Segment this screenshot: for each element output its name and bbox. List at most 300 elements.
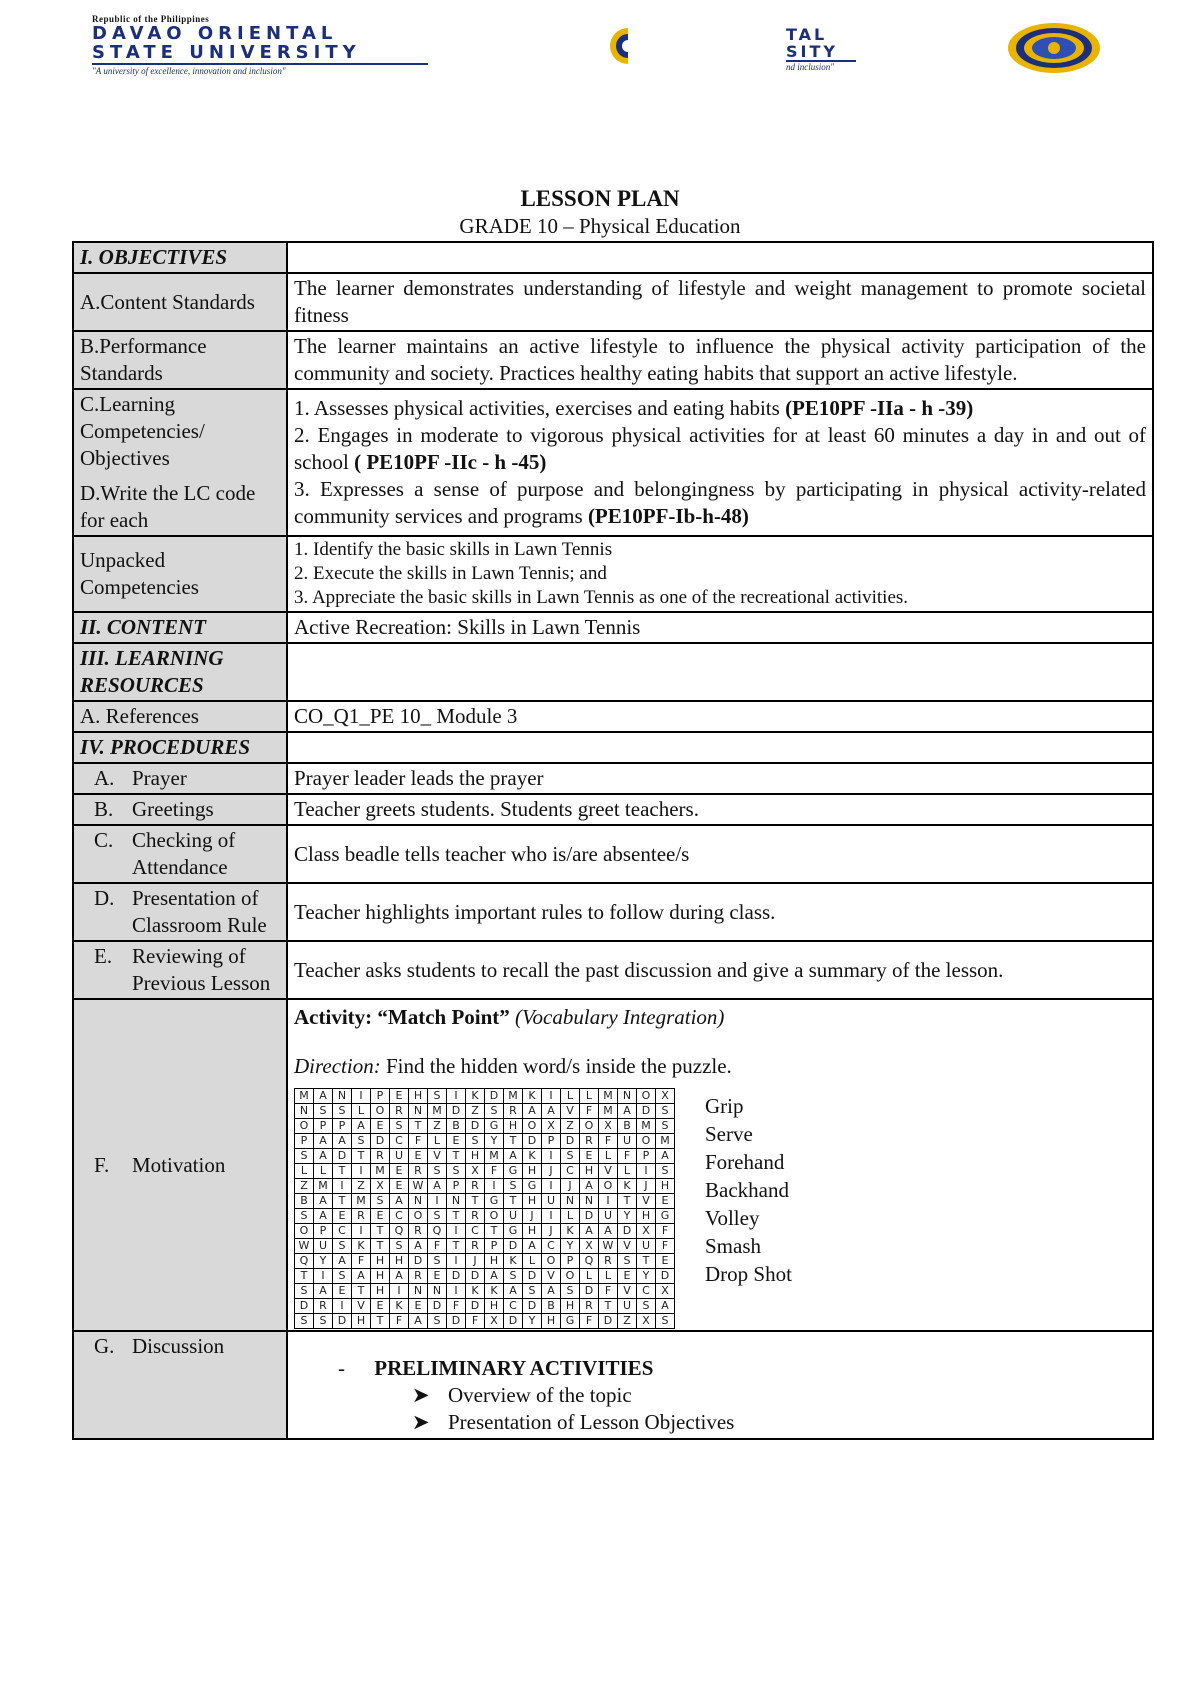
- puzzle-cell[interactable]: K: [485, 1284, 504, 1299]
- puzzle-cell[interactable]: F: [428, 1239, 447, 1254]
- puzzle-cell[interactable]: V: [618, 1284, 637, 1299]
- puzzle-cell[interactable]: E: [371, 1119, 390, 1134]
- puzzle-cell[interactable]: X: [485, 1314, 504, 1329]
- puzzle-cell[interactable]: T: [618, 1194, 637, 1209]
- puzzle-cell[interactable]: S: [295, 1284, 314, 1299]
- puzzle-cell[interactable]: H: [523, 1164, 542, 1179]
- puzzle-cell[interactable]: R: [409, 1269, 428, 1284]
- puzzle-cell[interactable]: D: [466, 1119, 485, 1134]
- puzzle-cell[interactable]: I: [352, 1224, 371, 1239]
- puzzle-cell[interactable]: O: [409, 1209, 428, 1224]
- puzzle-cell[interactable]: R: [504, 1104, 523, 1119]
- puzzle-cell[interactable]: M: [428, 1104, 447, 1119]
- puzzle-cell[interactable]: W: [599, 1239, 618, 1254]
- puzzle-cell[interactable]: E: [447, 1134, 466, 1149]
- puzzle-cell[interactable]: R: [409, 1164, 428, 1179]
- puzzle-cell[interactable]: N: [580, 1194, 599, 1209]
- puzzle-cell[interactable]: O: [295, 1119, 314, 1134]
- puzzle-cell[interactable]: A: [523, 1104, 542, 1119]
- puzzle-cell[interactable]: I: [542, 1089, 561, 1104]
- puzzle-cell[interactable]: R: [580, 1299, 599, 1314]
- puzzle-cell[interactable]: N: [409, 1284, 428, 1299]
- puzzle-cell[interactable]: P: [561, 1254, 580, 1269]
- puzzle-cell[interactable]: F: [599, 1134, 618, 1149]
- puzzle-cell[interactable]: T: [352, 1284, 371, 1299]
- puzzle-cell[interactable]: F: [352, 1254, 371, 1269]
- puzzle-cell[interactable]: K: [352, 1239, 371, 1254]
- puzzle-cell[interactable]: I: [314, 1269, 333, 1284]
- puzzle-cell[interactable]: R: [466, 1209, 485, 1224]
- puzzle-cell[interactable]: T: [504, 1194, 523, 1209]
- puzzle-cell[interactable]: R: [314, 1299, 333, 1314]
- puzzle-cell[interactable]: S: [428, 1254, 447, 1269]
- puzzle-cell[interactable]: P: [314, 1119, 333, 1134]
- puzzle-cell[interactable]: V: [618, 1239, 637, 1254]
- puzzle-cell[interactable]: U: [504, 1209, 523, 1224]
- puzzle-cell[interactable]: E: [409, 1299, 428, 1314]
- puzzle-cell[interactable]: A: [390, 1269, 409, 1284]
- puzzle-cell[interactable]: H: [637, 1209, 656, 1224]
- puzzle-cell[interactable]: N: [447, 1194, 466, 1209]
- puzzle-cell[interactable]: P: [295, 1134, 314, 1149]
- puzzle-cell[interactable]: L: [618, 1164, 637, 1179]
- puzzle-cell[interactable]: V: [599, 1164, 618, 1179]
- puzzle-cell[interactable]: U: [599, 1209, 618, 1224]
- puzzle-cell[interactable]: F: [618, 1149, 637, 1164]
- puzzle-cell[interactable]: S: [618, 1254, 637, 1269]
- puzzle-cell[interactable]: S: [447, 1164, 466, 1179]
- puzzle-cell[interactable]: M: [599, 1104, 618, 1119]
- puzzle-cell[interactable]: M: [371, 1164, 390, 1179]
- puzzle-cell[interactable]: O: [637, 1089, 656, 1104]
- puzzle-cell[interactable]: T: [371, 1224, 390, 1239]
- puzzle-cell[interactable]: E: [656, 1194, 675, 1209]
- puzzle-cell[interactable]: J: [542, 1164, 561, 1179]
- puzzle-cell[interactable]: S: [504, 1269, 523, 1284]
- puzzle-cell[interactable]: D: [637, 1104, 656, 1119]
- puzzle-cell[interactable]: Y: [523, 1314, 542, 1329]
- puzzle-cell[interactable]: C: [504, 1299, 523, 1314]
- puzzle-cell[interactable]: T: [466, 1194, 485, 1209]
- puzzle-cell[interactable]: S: [295, 1314, 314, 1329]
- puzzle-cell[interactable]: H: [523, 1194, 542, 1209]
- puzzle-cell[interactable]: S: [314, 1314, 333, 1329]
- puzzle-cell[interactable]: L: [314, 1164, 333, 1179]
- puzzle-cell[interactable]: A: [314, 1089, 333, 1104]
- puzzle-cell[interactable]: H: [485, 1254, 504, 1269]
- puzzle-cell[interactable]: I: [447, 1284, 466, 1299]
- puzzle-cell[interactable]: E: [333, 1209, 352, 1224]
- puzzle-cell[interactable]: D: [371, 1134, 390, 1149]
- puzzle-cell[interactable]: U: [618, 1299, 637, 1314]
- puzzle-cell[interactable]: Y: [618, 1209, 637, 1224]
- puzzle-cell[interactable]: U: [637, 1239, 656, 1254]
- puzzle-cell[interactable]: U: [542, 1194, 561, 1209]
- puzzle-cell[interactable]: S: [656, 1104, 675, 1119]
- puzzle-cell[interactable]: J: [561, 1179, 580, 1194]
- puzzle-cell[interactable]: I: [599, 1194, 618, 1209]
- puzzle-cell[interactable]: T: [447, 1239, 466, 1254]
- puzzle-cell[interactable]: D: [333, 1149, 352, 1164]
- puzzle-cell[interactable]: A: [523, 1239, 542, 1254]
- puzzle-cell[interactable]: H: [656, 1179, 675, 1194]
- puzzle-cell[interactable]: X: [637, 1314, 656, 1329]
- puzzle-cell[interactable]: L: [580, 1089, 599, 1104]
- puzzle-cell[interactable]: M: [352, 1194, 371, 1209]
- puzzle-cell[interactable]: P: [371, 1089, 390, 1104]
- puzzle-cell[interactable]: S: [656, 1119, 675, 1134]
- puzzle-cell[interactable]: O: [542, 1254, 561, 1269]
- puzzle-cell[interactable]: H: [371, 1269, 390, 1284]
- puzzle-cell[interactable]: T: [447, 1149, 466, 1164]
- puzzle-cell[interactable]: S: [561, 1284, 580, 1299]
- puzzle-cell[interactable]: R: [352, 1209, 371, 1224]
- puzzle-cell[interactable]: E: [333, 1284, 352, 1299]
- puzzle-cell[interactable]: D: [485, 1089, 504, 1104]
- puzzle-cell[interactable]: I: [485, 1179, 504, 1194]
- puzzle-cell[interactable]: Y: [485, 1134, 504, 1149]
- puzzle-cell[interactable]: N: [561, 1194, 580, 1209]
- puzzle-cell[interactable]: I: [333, 1299, 352, 1314]
- puzzle-cell[interactable]: D: [447, 1104, 466, 1119]
- puzzle-cell[interactable]: O: [580, 1119, 599, 1134]
- puzzle-cell[interactable]: D: [561, 1134, 580, 1149]
- puzzle-cell[interactable]: O: [637, 1134, 656, 1149]
- puzzle-cell[interactable]: D: [447, 1314, 466, 1329]
- puzzle-cell[interactable]: I: [637, 1164, 656, 1179]
- puzzle-cell[interactable]: A: [580, 1224, 599, 1239]
- puzzle-cell[interactable]: M: [656, 1134, 675, 1149]
- puzzle-cell[interactable]: X: [656, 1284, 675, 1299]
- puzzle-cell[interactable]: F: [599, 1284, 618, 1299]
- puzzle-cell[interactable]: F: [485, 1164, 504, 1179]
- puzzle-cell[interactable]: S: [390, 1239, 409, 1254]
- puzzle-cell[interactable]: A: [352, 1269, 371, 1284]
- puzzle-cell[interactable]: C: [390, 1209, 409, 1224]
- puzzle-cell[interactable]: I: [333, 1179, 352, 1194]
- puzzle-cell[interactable]: L: [599, 1149, 618, 1164]
- puzzle-cell[interactable]: H: [352, 1314, 371, 1329]
- puzzle-cell[interactable]: M: [504, 1089, 523, 1104]
- puzzle-cell[interactable]: L: [352, 1104, 371, 1119]
- puzzle-cell[interactable]: S: [466, 1134, 485, 1149]
- puzzle-cell[interactable]: K: [466, 1284, 485, 1299]
- puzzle-cell[interactable]: H: [561, 1299, 580, 1314]
- puzzle-cell[interactable]: L: [523, 1254, 542, 1269]
- puzzle-cell[interactable]: R: [371, 1149, 390, 1164]
- puzzle-cell[interactable]: E: [371, 1299, 390, 1314]
- puzzle-cell[interactable]: K: [618, 1179, 637, 1194]
- puzzle-cell[interactable]: B: [447, 1119, 466, 1134]
- puzzle-cell[interactable]: V: [637, 1194, 656, 1209]
- puzzle-cell[interactable]: W: [295, 1239, 314, 1254]
- puzzle-cell[interactable]: R: [580, 1134, 599, 1149]
- puzzle-cell[interactable]: B: [295, 1194, 314, 1209]
- puzzle-cell[interactable]: T: [352, 1149, 371, 1164]
- puzzle-cell[interactable]: H: [504, 1119, 523, 1134]
- puzzle-cell[interactable]: T: [333, 1194, 352, 1209]
- puzzle-cell[interactable]: I: [542, 1149, 561, 1164]
- puzzle-cell[interactable]: X: [371, 1179, 390, 1194]
- puzzle-cell[interactable]: S: [428, 1089, 447, 1104]
- puzzle-cell[interactable]: E: [390, 1179, 409, 1194]
- puzzle-cell[interactable]: S: [504, 1179, 523, 1194]
- puzzle-cell[interactable]: N: [333, 1089, 352, 1104]
- puzzle-cell[interactable]: S: [295, 1209, 314, 1224]
- puzzle-cell[interactable]: T: [371, 1314, 390, 1329]
- puzzle-cell[interactable]: E: [580, 1149, 599, 1164]
- puzzle-cell[interactable]: A: [314, 1194, 333, 1209]
- puzzle-cell[interactable]: H: [371, 1284, 390, 1299]
- puzzle-cell[interactable]: E: [618, 1269, 637, 1284]
- puzzle-cell[interactable]: S: [485, 1104, 504, 1119]
- puzzle-cell[interactable]: G: [504, 1224, 523, 1239]
- puzzle-cell[interactable]: F: [656, 1224, 675, 1239]
- puzzle-cell[interactable]: D: [523, 1299, 542, 1314]
- puzzle-cell[interactable]: L: [599, 1269, 618, 1284]
- puzzle-cell[interactable]: N: [409, 1104, 428, 1119]
- puzzle-cell[interactable]: X: [599, 1119, 618, 1134]
- puzzle-cell[interactable]: T: [371, 1239, 390, 1254]
- puzzle-cell[interactable]: C: [333, 1224, 352, 1239]
- puzzle-cell[interactable]: B: [542, 1299, 561, 1314]
- puzzle-cell[interactable]: A: [314, 1209, 333, 1224]
- puzzle-cell[interactable]: M: [599, 1089, 618, 1104]
- puzzle-cell[interactable]: F: [580, 1104, 599, 1119]
- puzzle-cell[interactable]: I: [428, 1194, 447, 1209]
- puzzle-cell[interactable]: S: [314, 1104, 333, 1119]
- puzzle-cell[interactable]: W: [409, 1179, 428, 1194]
- puzzle-cell[interactable]: G: [485, 1119, 504, 1134]
- puzzle-cell[interactable]: A: [390, 1194, 409, 1209]
- puzzle-cell[interactable]: V: [561, 1104, 580, 1119]
- puzzle-cell[interactable]: Z: [466, 1104, 485, 1119]
- puzzle-cell[interactable]: N: [409, 1194, 428, 1209]
- puzzle-cell[interactable]: I: [352, 1089, 371, 1104]
- puzzle-cell[interactable]: A: [599, 1224, 618, 1239]
- puzzle-cell[interactable]: X: [637, 1224, 656, 1239]
- puzzle-cell[interactable]: E: [409, 1149, 428, 1164]
- puzzle-cell[interactable]: I: [352, 1164, 371, 1179]
- puzzle-cell[interactable]: U: [618, 1134, 637, 1149]
- puzzle-cell[interactable]: D: [428, 1299, 447, 1314]
- puzzle-cell[interactable]: R: [409, 1224, 428, 1239]
- puzzle-cell[interactable]: A: [485, 1269, 504, 1284]
- puzzle-cell[interactable]: O: [523, 1119, 542, 1134]
- puzzle-cell[interactable]: K: [561, 1224, 580, 1239]
- puzzle-cell[interactable]: V: [352, 1299, 371, 1314]
- puzzle-cell[interactable]: L: [561, 1209, 580, 1224]
- puzzle-cell[interactable]: D: [523, 1134, 542, 1149]
- puzzle-cell[interactable]: X: [466, 1164, 485, 1179]
- puzzle-cell[interactable]: C: [542, 1239, 561, 1254]
- puzzle-cell[interactable]: T: [599, 1299, 618, 1314]
- puzzle-cell[interactable]: S: [428, 1209, 447, 1224]
- puzzle-cell[interactable]: A: [542, 1104, 561, 1119]
- puzzle-cell[interactable]: G: [561, 1314, 580, 1329]
- puzzle-cell[interactable]: V: [542, 1269, 561, 1284]
- puzzle-cell[interactable]: A: [333, 1134, 352, 1149]
- puzzle-cell[interactable]: V: [428, 1149, 447, 1164]
- puzzle-cell[interactable]: Z: [295, 1179, 314, 1194]
- puzzle-cell[interactable]: X: [542, 1119, 561, 1134]
- puzzle-cell[interactable]: H: [485, 1299, 504, 1314]
- puzzle-cell[interactable]: S: [637, 1299, 656, 1314]
- puzzle-cell[interactable]: F: [656, 1239, 675, 1254]
- puzzle-cell[interactable]: D: [504, 1314, 523, 1329]
- puzzle-cell[interactable]: J: [466, 1254, 485, 1269]
- puzzle-cell[interactable]: Q: [428, 1224, 447, 1239]
- puzzle-cell[interactable]: S: [352, 1134, 371, 1149]
- puzzle-cell[interactable]: D: [333, 1314, 352, 1329]
- puzzle-cell[interactable]: H: [542, 1314, 561, 1329]
- puzzle-cell[interactable]: F: [409, 1134, 428, 1149]
- puzzle-cell[interactable]: I: [447, 1224, 466, 1239]
- puzzle-cell[interactable]: I: [447, 1254, 466, 1269]
- puzzle-cell[interactable]: Y: [561, 1239, 580, 1254]
- puzzle-cell[interactable]: U: [314, 1239, 333, 1254]
- puzzle-cell[interactable]: S: [561, 1149, 580, 1164]
- puzzle-cell[interactable]: F: [390, 1314, 409, 1329]
- puzzle-cell[interactable]: K: [466, 1089, 485, 1104]
- puzzle-cell[interactable]: S: [428, 1164, 447, 1179]
- puzzle-cell[interactable]: A: [656, 1149, 675, 1164]
- puzzle-cell[interactable]: T: [409, 1119, 428, 1134]
- puzzle-cell[interactable]: G: [523, 1179, 542, 1194]
- puzzle-cell[interactable]: P: [485, 1239, 504, 1254]
- puzzle-cell[interactable]: T: [295, 1269, 314, 1284]
- puzzle-cell[interactable]: S: [656, 1314, 675, 1329]
- puzzle-cell[interactable]: Q: [295, 1254, 314, 1269]
- puzzle-cell[interactable]: G: [656, 1209, 675, 1224]
- puzzle-cell[interactable]: M: [314, 1179, 333, 1194]
- puzzle-cell[interactable]: H: [523, 1224, 542, 1239]
- puzzle-cell[interactable]: D: [295, 1299, 314, 1314]
- puzzle-cell[interactable]: R: [466, 1179, 485, 1194]
- puzzle-cell[interactable]: D: [599, 1314, 618, 1329]
- puzzle-cell[interactable]: N: [618, 1089, 637, 1104]
- puzzle-cell[interactable]: N: [428, 1284, 447, 1299]
- puzzle-cell[interactable]: S: [333, 1239, 352, 1254]
- puzzle-cell[interactable]: T: [333, 1164, 352, 1179]
- puzzle-cell[interactable]: O: [371, 1104, 390, 1119]
- puzzle-cell[interactable]: D: [466, 1299, 485, 1314]
- puzzle-cell[interactable]: I: [542, 1209, 561, 1224]
- puzzle-cell[interactable]: D: [618, 1224, 637, 1239]
- puzzle-cell[interactable]: P: [333, 1119, 352, 1134]
- puzzle-cell[interactable]: A: [504, 1149, 523, 1164]
- puzzle-cell[interactable]: A: [314, 1134, 333, 1149]
- puzzle-cell[interactable]: C: [466, 1224, 485, 1239]
- puzzle-cell[interactable]: H: [390, 1254, 409, 1269]
- puzzle-cell[interactable]: S: [523, 1284, 542, 1299]
- puzzle-cell[interactable]: Z: [618, 1314, 637, 1329]
- puzzle-cell[interactable]: T: [447, 1209, 466, 1224]
- puzzle-cell[interactable]: J: [523, 1209, 542, 1224]
- puzzle-cell[interactable]: A: [580, 1179, 599, 1194]
- puzzle-cell[interactable]: L: [295, 1164, 314, 1179]
- puzzle-cell[interactable]: A: [409, 1239, 428, 1254]
- puzzle-cell[interactable]: Z: [561, 1119, 580, 1134]
- puzzle-cell[interactable]: E: [656, 1254, 675, 1269]
- puzzle-cell[interactable]: A: [314, 1284, 333, 1299]
- puzzle-cell[interactable]: A: [656, 1299, 675, 1314]
- puzzle-cell[interactable]: O: [485, 1209, 504, 1224]
- puzzle-cell[interactable]: Z: [352, 1179, 371, 1194]
- puzzle-cell[interactable]: I: [390, 1284, 409, 1299]
- puzzle-cell[interactable]: C: [390, 1134, 409, 1149]
- puzzle-cell[interactable]: A: [504, 1284, 523, 1299]
- puzzle-cell[interactable]: R: [390, 1104, 409, 1119]
- puzzle-cell[interactable]: F: [466, 1314, 485, 1329]
- puzzle-cell[interactable]: O: [599, 1179, 618, 1194]
- puzzle-cell[interactable]: K: [390, 1299, 409, 1314]
- puzzle-cell[interactable]: M: [637, 1119, 656, 1134]
- puzzle-cell[interactable]: J: [637, 1179, 656, 1194]
- puzzle-cell[interactable]: I: [542, 1179, 561, 1194]
- puzzle-cell[interactable]: D: [580, 1209, 599, 1224]
- puzzle-cell[interactable]: D: [504, 1239, 523, 1254]
- puzzle-cell[interactable]: D: [656, 1269, 675, 1284]
- puzzle-cell[interactable]: J: [542, 1224, 561, 1239]
- puzzle-cell[interactable]: C: [637, 1284, 656, 1299]
- puzzle-cell[interactable]: O: [295, 1224, 314, 1239]
- puzzle-cell[interactable]: T: [504, 1134, 523, 1149]
- puzzle-cell[interactable]: K: [523, 1149, 542, 1164]
- puzzle-cell[interactable]: I: [447, 1089, 466, 1104]
- puzzle-cell[interactable]: L: [580, 1269, 599, 1284]
- puzzle-cell[interactable]: H: [466, 1149, 485, 1164]
- puzzle-cell[interactable]: S: [656, 1164, 675, 1179]
- puzzle-cell[interactable]: U: [390, 1149, 409, 1164]
- puzzle-cell[interactable]: S: [333, 1269, 352, 1284]
- puzzle-cell[interactable]: P: [447, 1179, 466, 1194]
- puzzle-cell[interactable]: Y: [637, 1269, 656, 1284]
- puzzle-cell[interactable]: K: [523, 1089, 542, 1104]
- puzzle-cell[interactable]: A: [542, 1284, 561, 1299]
- puzzle-cell[interactable]: A: [428, 1179, 447, 1194]
- puzzle-cell[interactable]: F: [447, 1299, 466, 1314]
- puzzle-cell[interactable]: R: [599, 1254, 618, 1269]
- puzzle-cell[interactable]: A: [618, 1104, 637, 1119]
- puzzle-cell[interactable]: F: [580, 1314, 599, 1329]
- puzzle-cell[interactable]: H: [580, 1164, 599, 1179]
- puzzle-cell[interactable]: E: [390, 1164, 409, 1179]
- puzzle-cell[interactable]: A: [314, 1149, 333, 1164]
- puzzle-cell[interactable]: L: [561, 1089, 580, 1104]
- puzzle-cell[interactable]: D: [466, 1269, 485, 1284]
- puzzle-cell[interactable]: X: [656, 1089, 675, 1104]
- puzzle-cell[interactable]: D: [580, 1284, 599, 1299]
- puzzle-cell[interactable]: D: [523, 1269, 542, 1284]
- puzzle-cell[interactable]: P: [637, 1149, 656, 1164]
- puzzle-cell[interactable]: M: [295, 1089, 314, 1104]
- puzzle-cell[interactable]: B: [618, 1119, 637, 1134]
- puzzle-cell[interactable]: S: [371, 1194, 390, 1209]
- puzzle-cell[interactable]: S: [428, 1314, 447, 1329]
- puzzle-cell[interactable]: G: [485, 1194, 504, 1209]
- puzzle-cell[interactable]: A: [409, 1314, 428, 1329]
- puzzle-cell[interactable]: S: [333, 1104, 352, 1119]
- puzzle-cell[interactable]: M: [485, 1149, 504, 1164]
- puzzle-cell[interactable]: Q: [580, 1254, 599, 1269]
- puzzle-cell[interactable]: C: [561, 1164, 580, 1179]
- puzzle-cell[interactable]: H: [371, 1254, 390, 1269]
- puzzle-cell[interactable]: O: [561, 1269, 580, 1284]
- puzzle-cell[interactable]: X: [580, 1239, 599, 1254]
- puzzle-cell[interactable]: E: [428, 1269, 447, 1284]
- puzzle-cell[interactable]: H: [409, 1089, 428, 1104]
